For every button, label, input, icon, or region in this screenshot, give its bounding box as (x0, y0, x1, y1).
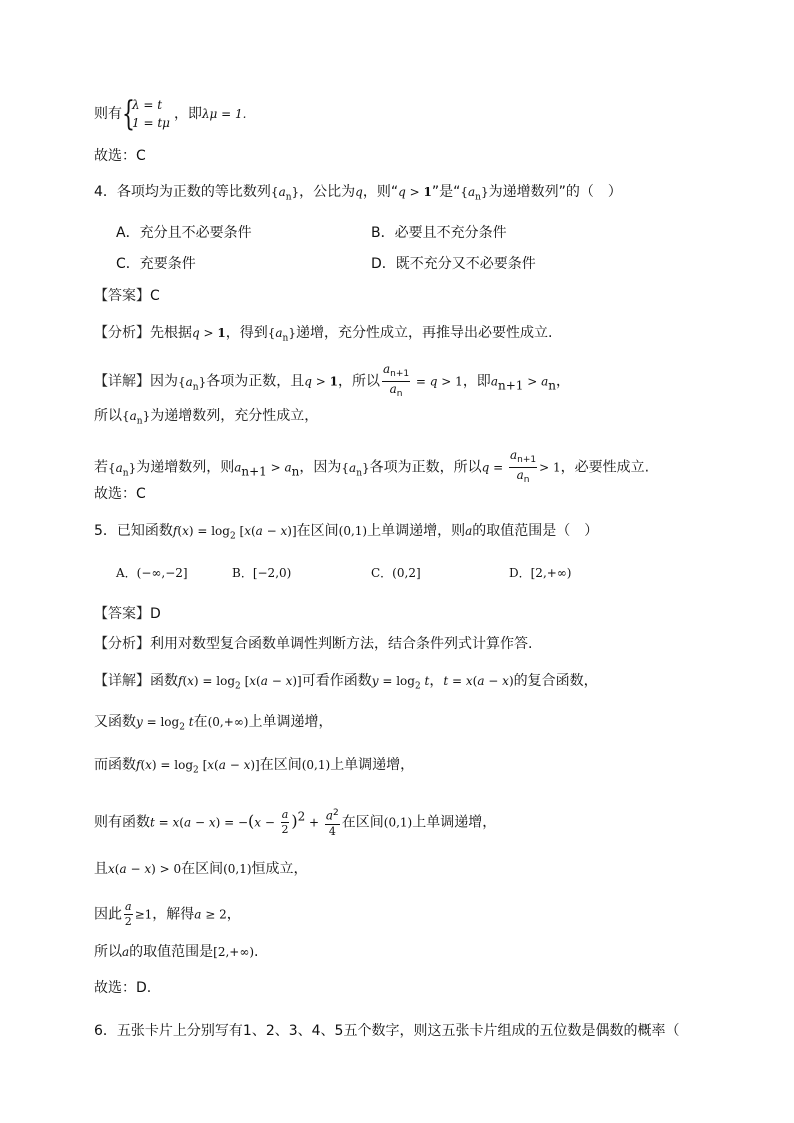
q5-detail-line4: 则有函数t = x(a − x) = −(x − $\frac{a}{2}$ )$^2$ + $\frac{a^2}{4}$ 在区间(0,1)上单调递增， (94, 807, 497, 838)
text: ，即 (173, 106, 202, 122)
q4-option-b: B．必要且不充分条件 (371, 225, 507, 241)
formula: λμ = 1. (201, 107, 247, 121)
q5-analysis: 【分析】利用对数型复合函数单调性判断方法，结合条件列式计算作答. (94, 636, 533, 652)
q6-stem: 6．五张卡片上分别写有1、2、3、4、5五个数字，则这五张卡片组成的五位数是偶数的概率（ (94, 1023, 680, 1039)
q5-option-b: B．[−2,0) (232, 566, 292, 580)
q5-detail-line6: 因此 $\frac{a}{2}$ ≥1，解得a ≥ 2， (94, 900, 241, 928)
q4-option-c: C．充要条件 (116, 256, 196, 272)
q5-option-a: A．(−∞,−2] (116, 566, 188, 580)
q4-detail: 【详解】因为$\{a_n\}$各项为正数，且q > 1，所以 $\frac{a_{n+1}}{a_n}$ = q > 1，即$a_{n+1} > a_n$， (94, 362, 570, 400)
system-line (94, 96, 247, 132)
q4-analysis: 【分析】先根据q > 1，得到$\{a_n\}$递增，充分性成立，再推导出必要性成立. (94, 325, 553, 344)
q5-stem: 5．已知函数$f(x) = \log_2 [x(a - x)]$在区间(0,1)上单调递增，则a的取值范围是（ ） (94, 523, 599, 542)
q4-answer: 【答案】C (94, 288, 160, 304)
equation-system: { λ = t 1 = tμ (122, 94, 170, 134)
q5-detail: 【详解】函数$f(x) = \log_2 [x(a - x)]$可看作函数$y = \log_2 t$，t = x(a − x)的复合函数， (94, 673, 598, 692)
q4-detail-line2: 所以$\{a_n\}$为递增数列，充分性成立， (94, 408, 319, 427)
q4-detail-line3: 若$\{a_n\}$为递增数列，则$a_{n+1} > a_n$，因为$\{a_n\}$各项为正数，所以q = $\frac{a_{n+1}}{a_n}$ > 1，必要性成立. (94, 448, 650, 486)
q5-option-d: D．[2,+∞) (509, 566, 572, 580)
q5-choose: 故选：D. (94, 980, 152, 996)
q5-detail-line2: 又函数$y = \log_2 t$在(0,+∞)上单调递增， (94, 714, 333, 733)
q4-stem: 4．各项均为正数的等比数列$\{a_n\}$，公比为q，则“q > 1”是“$\{a_n\}$为递增数列”的（ ） (94, 184, 622, 203)
q3-choose: 故选：C (94, 148, 146, 164)
q5-detail-line3: 而函数$f(x) = \log_2 [x(a - x)]$在区间(0,1)上单调递增， (94, 757, 415, 776)
text: 则有 (94, 106, 122, 122)
q5-detail-line7: 所以a的取值范围是[2,+∞). (94, 944, 259, 960)
q4-choose: 故选：C (94, 486, 146, 502)
q5-answer: 【答案】D (94, 606, 161, 622)
q4-option-d: D．既不充分又不必要条件 (371, 256, 536, 272)
q5-option-c: C．(0,2] (371, 566, 421, 580)
q4-option-a: A．充分且不必要条件 (116, 225, 252, 241)
q5-detail-line5: 且x(a − x) > 0在区间(0,1)恒成立， (94, 861, 308, 877)
